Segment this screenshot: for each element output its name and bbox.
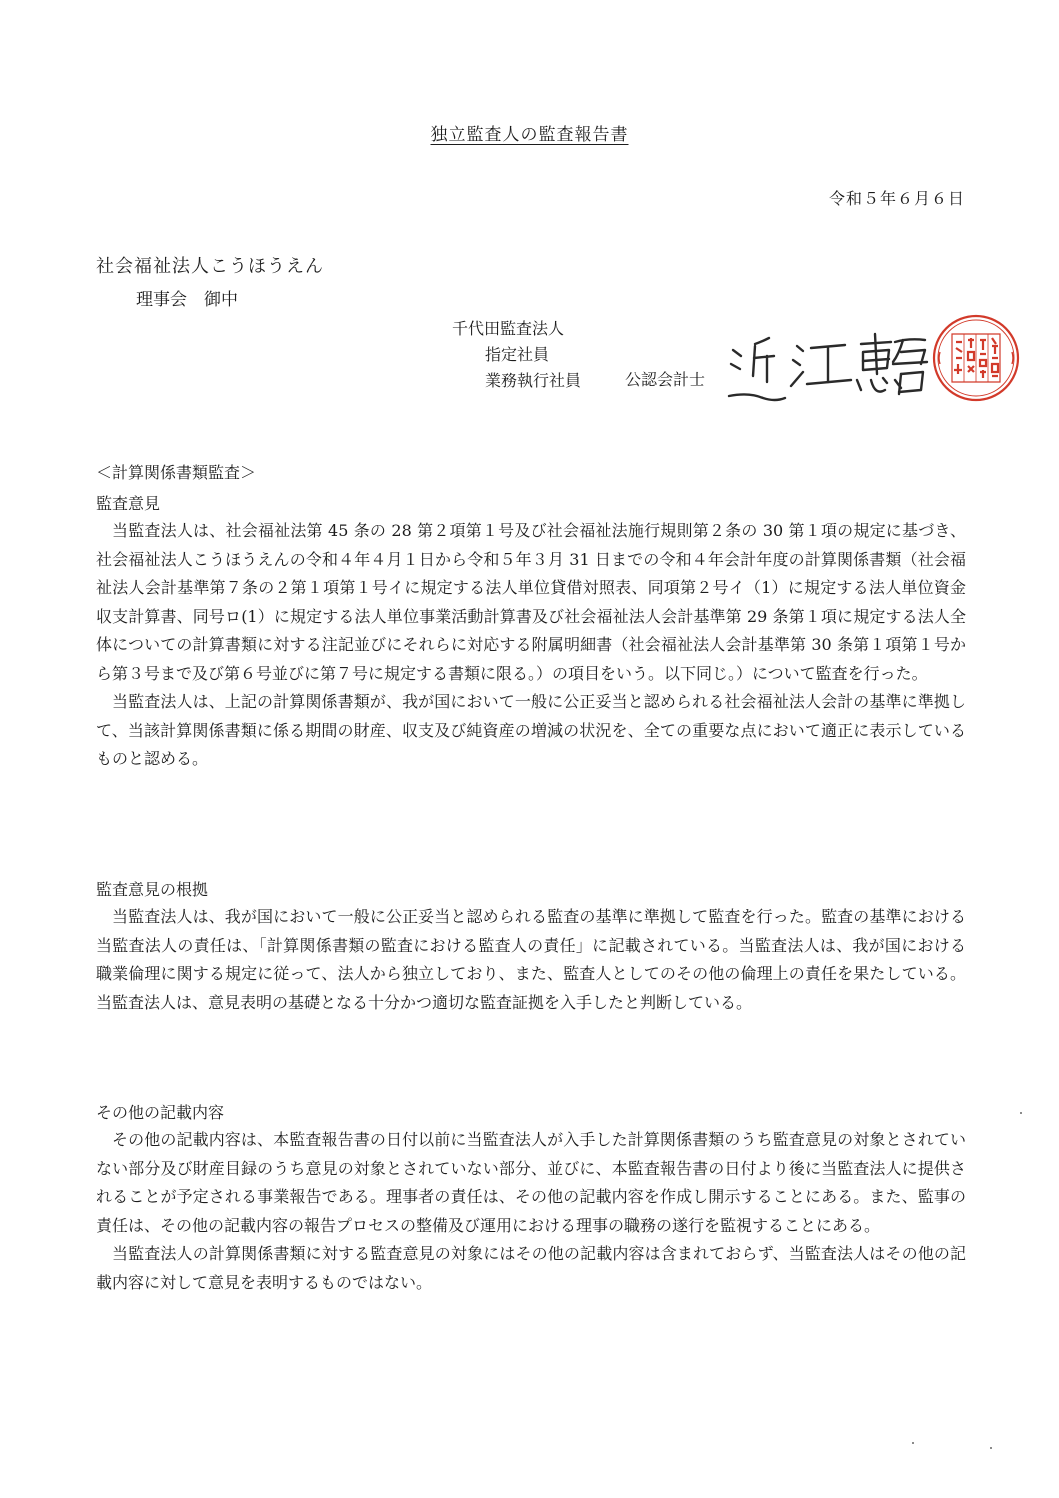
other-info-heading: その他の記載内容 <box>96 1103 225 1122</box>
auditor-role-designated: 指定社員 <box>485 345 550 364</box>
opinion-paragraph: 当監査法人は、社会福祉法第 45 条の 28 第２項第１号及び社会福祉法施行規則第２条の 30 第１項の規定に基づき、社会福祉法人こうほうえんの令和４年４月１日から令和５年３月 31 日までの令和４年会計年度の計算関係書類（社会福祉法人会計基準第７条の２第１項第１号イに規定する法人単位貸借対照表、同項第２号イ（1）に規定する法人単位資金収支計算書、同号ロ(1）に規定する法人単位事業活動計算書及び社会福祉法人会計基準第 29 条第１項に規定する法人全体についての計算書類に対する注記並びにそれらに対応する附属明細書（社会福祉法人会計基準第 30 条第１項第１号から第３号まで及び第６号並びに第７号に規定する書類に限る。）の項目をいう。以下同じ。）について監査を行った。 <box>96 521 966 683</box>
report-date: 令和５年６月６日 <box>828 189 965 208</box>
scan-speck <box>990 1447 992 1449</box>
section-heading-financial-audit: ＜計算関係書類監査＞ <box>96 463 257 482</box>
auditor-block <box>452 316 581 394</box>
cpa-title: 公認会計士 <box>625 370 706 389</box>
opinion-heading: 監査意見 <box>96 494 161 513</box>
handwritten-signature <box>725 328 935 410</box>
other-info-body <box>96 1126 966 1297</box>
report-title: 独立監査人の監査報告書 <box>430 125 629 145</box>
auditor-firm: 千代田監査法人 <box>452 319 565 338</box>
addressee-org: 社会福祉法人こうほうえん <box>96 256 324 277</box>
opinion-body <box>96 517 966 774</box>
other-info-paragraph: 当監査法人の計算関係書類に対する監査意見の対象にはその他の記載内容は含まれておらず、当監査法人はその他の記載内容に対して意見を表明するものではない。 <box>96 1244 966 1292</box>
scan-speck <box>1020 1112 1022 1114</box>
auditor-role-engagement: 業務執行社員 <box>485 371 582 390</box>
opinion-paragraph: 当監査法人は、上記の計算関係書類が、我が国において一般に公正妥当と認められる社会福祉法人会計の基準に準拠して、当該計算関係書類に係る期間の財産、収支及び純資産の増減の状況を、全ての重要な点において適正に表示しているものと認める。 <box>96 692 966 768</box>
basis-heading: 監査意見の根拠 <box>96 880 209 899</box>
official-seal-stamp <box>930 312 1022 404</box>
basis-paragraph: 当監査法人は、我が国において一般に公正妥当と認められる監査の基準に準拠して監査を行った。監査の基準における当監査法人の責任は、「計算関係書類の監査における監査人の責任」に記載されている。当監査法人は、我が国における職業倫理に関する規定に従って、法人から独立しており、また、監査人としてのその他の倫理上の責任を果たしている。当監査法人は、意見表明の基礎となる十分かつ適切な監査証拠を入手したと判断している。 <box>96 907 966 1012</box>
scan-speck <box>912 1442 914 1444</box>
addressee-board: 理事会 御中 <box>136 290 238 310</box>
basis-body <box>96 903 966 1017</box>
other-info-paragraph: その他の記載内容は、本監査報告書の日付以前に当監査法人が入手した計算関係書類のうち監査意見の対象とされていない部分及び財産目録のうち意見の対象とされていない部分、並びに、本監査報告書の日付より後に当監査法人に提供されることが予定される事業報告である。理事者の責任は、その他の記載内容を作成し開示することにある。また、監事の責任は、その他の記載内容の報告プロセスの整備及び運用における理事の職務の遂行を監視することにある。 <box>96 1130 966 1235</box>
